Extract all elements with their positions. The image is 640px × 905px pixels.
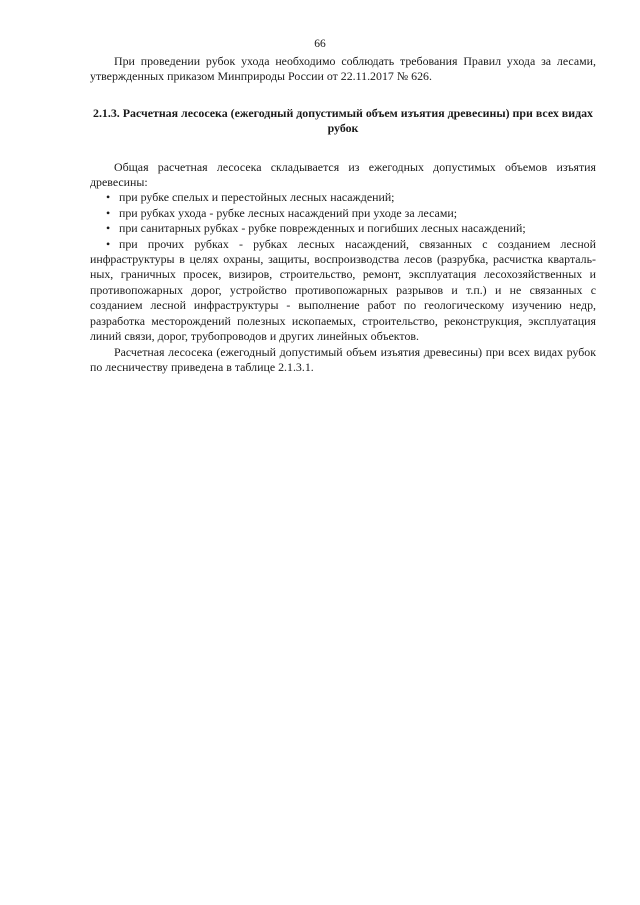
section-heading: 2.1.3. Расчетная лесосека (ежегодный допустимый объем изъятия древесины) при всех видах рубок bbox=[93, 105, 593, 136]
page-content bbox=[90, 54, 596, 375]
list-item bbox=[90, 237, 596, 345]
intro-paragraph: При проведении рубок ухода необходимо соблюдать требования Правил ухода за лесами, утвержденных приказом Минприроды России от 22.11.2017 № 626. bbox=[90, 54, 596, 84]
bullet-icon: • bbox=[106, 190, 111, 205]
list-item-text: при санитарных рубках - рубке поврежденных и погибших лесных насаждений; bbox=[119, 221, 526, 236]
list-item-text: при рубке спелых и перестойных лесных насаждений; bbox=[119, 190, 395, 205]
bullet-icon: • bbox=[106, 221, 111, 236]
list-item-text: при рубках ухода - рубке лесных насаждений при уходе за лесами; bbox=[119, 205, 458, 220]
bullet-icon: • bbox=[106, 205, 111, 220]
bullet-icon: • bbox=[106, 236, 111, 251]
list-item bbox=[90, 206, 596, 221]
list-item bbox=[90, 190, 596, 205]
harvest-types-list bbox=[90, 190, 596, 344]
list-item bbox=[90, 221, 596, 236]
page-number: 66 bbox=[314, 38, 326, 50]
list-item-text: при прочих рубках - рубках лесных насаждений, связанных с созданием лесной инфраструктуры в целях охраны, защиты, воспроизводства лесов (разрубка, расчистка квартальных, граничных просек, визиров, строительство, ремонт, эксплуатация лесохозяйственных и противопожарных дорог, устройство противопожарных разрывов и т.п.) и не связанных с созданием лесной инфраструктуры - выполнение работ по геологическому изучению недр, разработка месторождений полезных ископаемых, строительство, реконструкция, эксплуатация линий связи, дорог, трубопроводов и других линейных объектов. bbox=[90, 236, 596, 344]
closing-paragraph: Расчетная лесосека (ежегодный допустимый объем изъятия древесины) при всех видах рубок по лесничеству приведена в таблице 2.1.3.1. bbox=[90, 344, 596, 374]
section-lead-paragraph: Общая расчетная лесосека складывается из ежегодных допустимых объемов изъятия древесины: bbox=[90, 159, 596, 190]
